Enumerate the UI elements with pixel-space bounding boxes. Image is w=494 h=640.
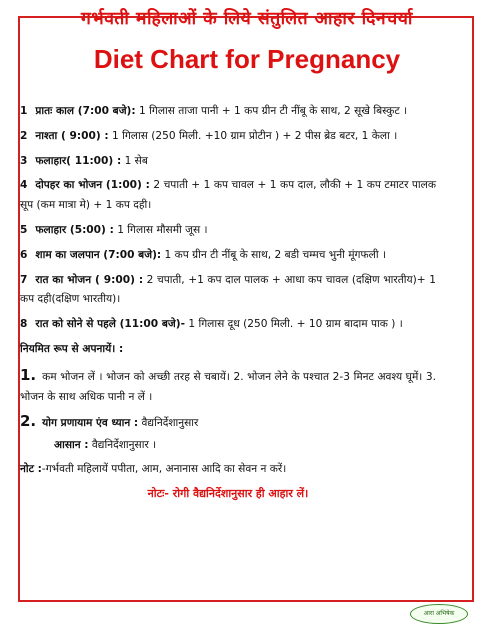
item-label: प्रातः काल (7:00 बजे): [35, 105, 136, 117]
note-text: -गर्भवती महिलायें पपीता, आम, अनानास आदि का सेवन न करें। [41, 462, 287, 475]
rule-text: कम भोजन लें । भोजन को अच्छी तरह से चबायें। 2. भोजन लेने के पश्चात 2-3 मिनट अवश्य घूमें। 3. भोजन के साथ अधिक पानी न लें । [20, 370, 436, 403]
item-number: 4 [20, 179, 28, 192]
item-text: 1 गिलास (250 मिली. +10 ग्राम प्रोटीन ) + 2 पीस ब्रेड बटर, 1 केला । [108, 129, 398, 142]
item-label: शाम का जलपान (7:00 बजे): [35, 248, 162, 261]
item-text: 1 गिलास दूध (250 मिली. + 10 ग्राम बादाम पाक ) । [184, 318, 403, 331]
rule-number: 2. [20, 412, 37, 431]
item-label: दोपहर का भोजन (1:00) : [35, 179, 150, 192]
diet-item-2 [20, 127, 436, 147]
diet-item-3 [20, 152, 436, 172]
item-number: 8 [20, 318, 28, 331]
item-label: नाश्ता ( 9:00) : [35, 129, 109, 142]
hindi-title: गर्भवती महिलाओं के लिये संतुलित आहार दिनचर्या [81, 9, 413, 29]
stamp-logo: आरा अभिषेक [410, 604, 468, 624]
item-number: 3 [20, 154, 28, 167]
diet-item-8 [20, 315, 436, 335]
asana-text: वैद्यनिर्देशानुसार । [88, 439, 157, 452]
note-label: नोट : [20, 462, 42, 475]
item-label: रात का भोजन ( 9:00) : [35, 273, 144, 286]
item-text: 2 चपाती, +1 कप दाल पालक + आधा कप चावल (दक्षिण भारतीय)+ 1 कप दही(दक्षिण भारतीय)। [20, 273, 437, 306]
rule-point-1 [20, 366, 436, 408]
item-text: 1 गिलास ताजा पानी + 1 कप ग्रीन टी नींबू के साथ, 2 सूखे बिस्कुट । [135, 105, 408, 117]
item-number: 2 [20, 129, 28, 142]
asana-line [20, 436, 436, 456]
item-number: 5 [20, 223, 28, 236]
diet-item-4 [20, 176, 436, 216]
diet-item-6 [20, 246, 436, 266]
diet-item-1 [20, 102, 436, 122]
item-label: रात को सोने से पहले (11:00 बजे)- [35, 318, 185, 331]
asana-label: आसान : [54, 439, 89, 452]
item-text: 1 गिलास मौसमी जूस । [113, 223, 208, 236]
page-title: Diet Chart for Pregnancy [93, 44, 401, 74]
diet-content [20, 102, 436, 504]
item-number: 6 [20, 248, 28, 261]
item-text: 2 चपाती + 1 कप चावल + 1 कप दाल, लौकी + 1 कप टमाटर पालक सूप (कम मात्रा मे) + 1 कप दही। [20, 179, 436, 212]
diet-item-5 [20, 221, 436, 241]
rule-point-2 [20, 412, 436, 434]
rule-number: 1. [20, 365, 37, 384]
item-text: 1 सेब [121, 154, 148, 167]
item-label: फलाहार (5:00) : [35, 223, 114, 236]
diet-item-7 [20, 271, 436, 311]
rules-heading: नियमित रूप से अपनायें। : [20, 342, 124, 355]
item-text: 1 कप ग्रीन टी नींबू के साथ, 2 बडी चम्मच भुनी मूंगफली । [161, 248, 386, 261]
rule-text: वैद्यनिर्देशानुसार [138, 417, 199, 430]
item-number: 7 [20, 273, 28, 286]
item-number: 1 [20, 105, 28, 117]
item-label: फलाहार( 11:00) : [35, 154, 122, 167]
patient-note: नोटः- रोगी वैद्यनिर्देशानुसार ही आहार लें। [147, 486, 309, 500]
rule-label: योग प्रणायाम एंव ध्यान : [42, 417, 139, 430]
note-line [20, 460, 436, 480]
